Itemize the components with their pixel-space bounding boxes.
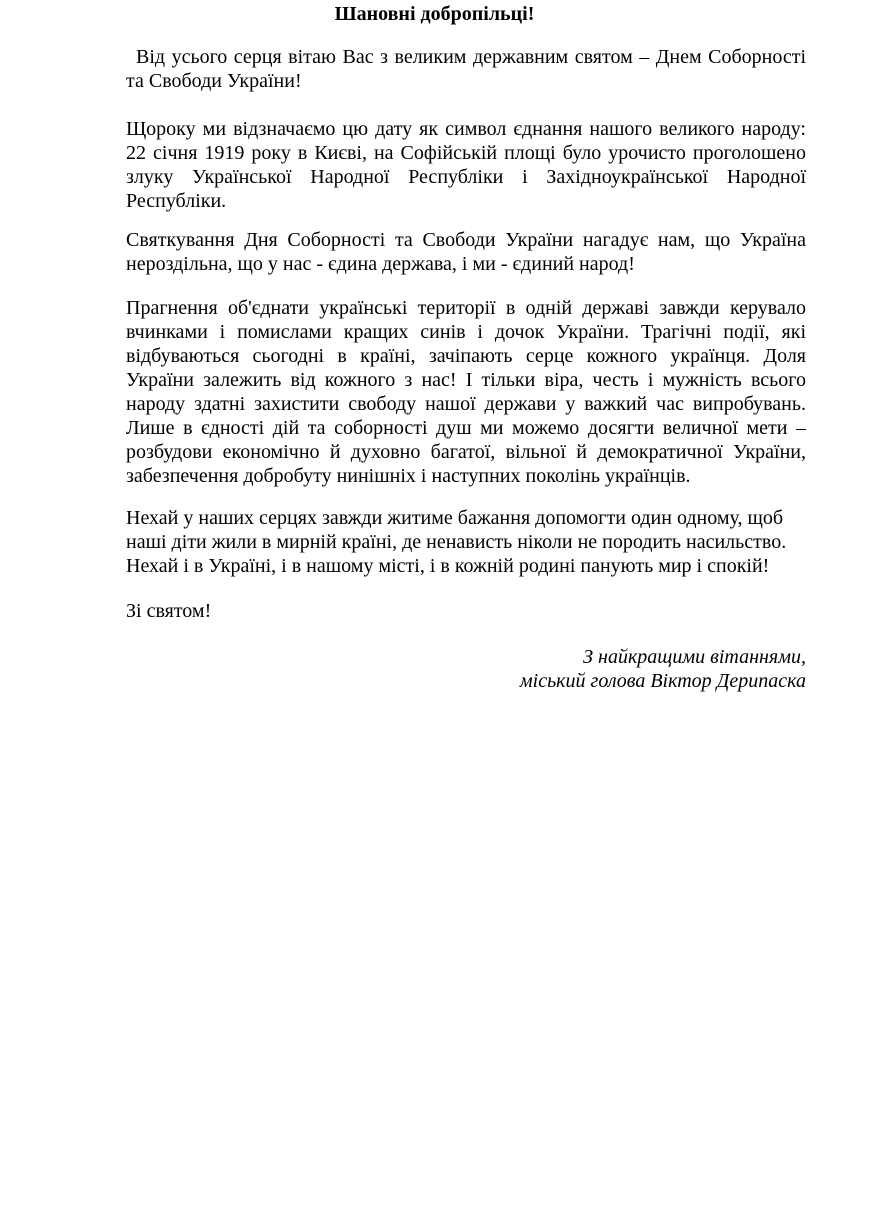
history-paragraph: Щороку ми відзначаємо цю дату як символ єднання нашого великого народу: 22 січня 1919 року в Києві, на Софійській площі було урочисто проголошено злуку Української Народної Республіки і Західноукраїнської Народної Республіки.	[126, 118, 806, 212]
aspiration-paragraph: Прагнення об'єднати українські території в одній державі завжди керувало вчинками і помислами кращих синів і дочок України. Трагічні події, які відбуваються сьогодні в країні, зачіпають серце кожного українця. Доля України залежить від кожного з нас! І тільки віра, честь і мужність всього народу здатні захистити свободу нашої держави у важкий час випробувань. Лише в єдності дій та соборності душ ми можемо досягти величної мети – розбудови економічно й духовно багатої, вільної й демократичної України, забезпечення добробуту нинішніх і наступних поколінь українців.	[126, 297, 806, 487]
wishes-paragraph: Нехай у наших серцях завжди житиме бажання допомогти один одному, щоб наші діти жили в мирній країні, де ненависть ніколи не породить насильство. Нехай і в Україні, і в нашому місті, і в кожній родині панують мир і спокій!	[126, 507, 787, 577]
signature-regards: З найкращими вітаннями,	[583, 646, 806, 668]
greeting-paragraph: Від усього серця вітаю Вас з великим державним святом – Днем Соборності та Свободи України!	[126, 46, 806, 92]
unity-paragraph: Святкування Дня Соборності та Свободи України нагадує нам, що Україна нероздільна, що у нас - єдина держава, і ми - єдиний народ!	[126, 229, 806, 275]
signature-author: міський голова Віктор Дерипаска	[519, 670, 806, 692]
signature-block	[306, 645, 806, 693]
closing-paragraph: Зі святом!	[126, 600, 212, 622]
letter-title: Шановні добропільці!	[334, 3, 535, 25]
